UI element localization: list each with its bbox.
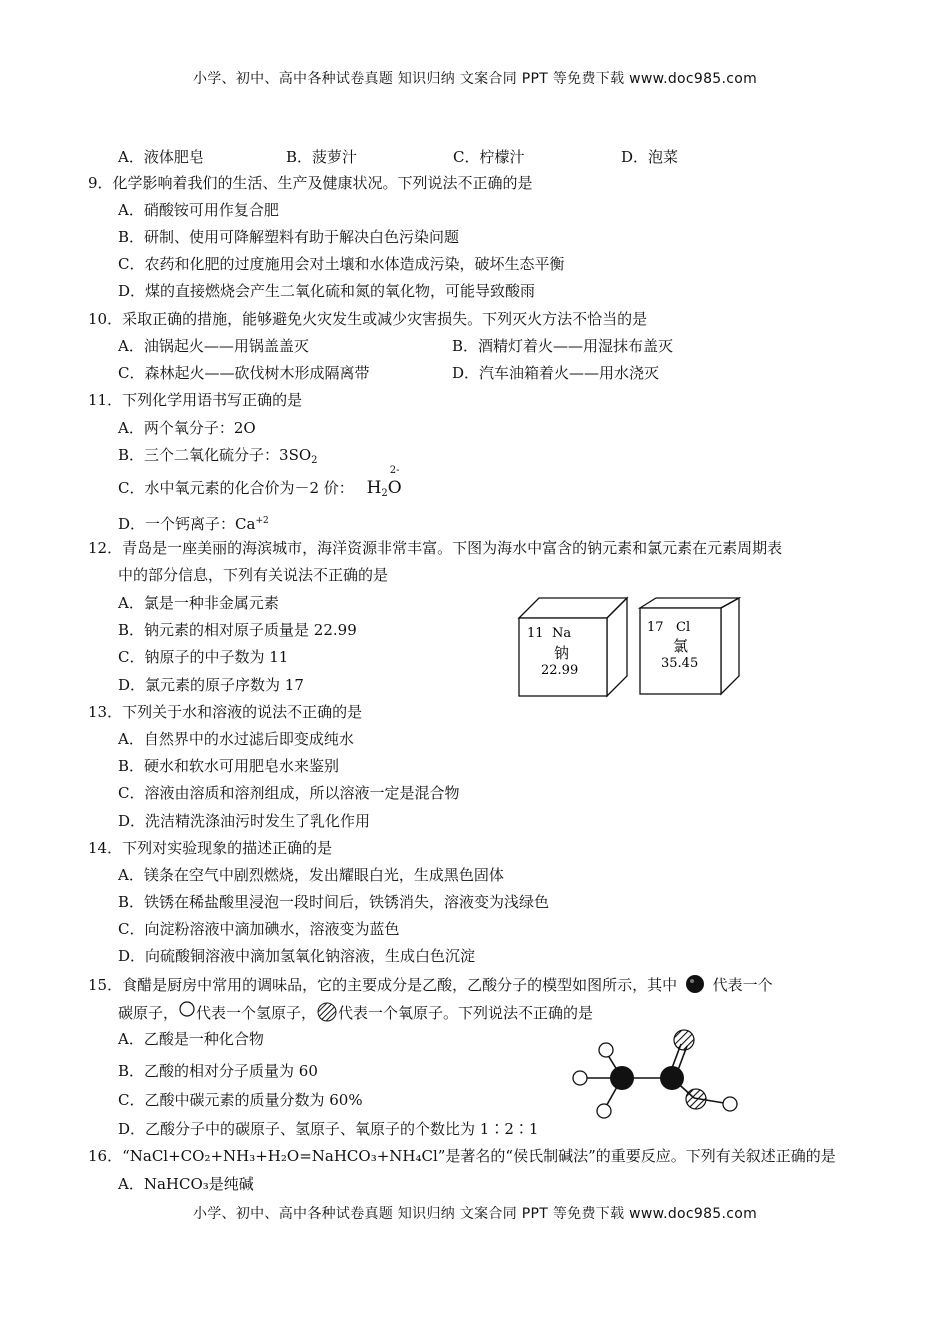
sodium-name: 钠 [554,644,570,662]
sodium-symbol: Na [552,626,572,641]
carbon-atom [660,1066,684,1090]
q12-stem-line1: 12．青岛是一座美丽的海滨城市，海洋资源非常丰富。下图为海水中富含的钠元素和氯元素在元素周期表 [88,539,783,557]
q12-stem-line2: 中的部分信息，下列有关说法不正确的是 [118,566,389,584]
acetic-acid-model [560,1024,750,1124]
chlorine-mass: 35.45 [661,656,699,671]
page-header: 小学、初中、高中各种试卷真题 知识归纳 文案合同 PPT 等免费下载 www.doc985.com [192,71,758,87]
q10-option-d: D．汽车油箱着火——用水浇灭 [452,364,660,382]
q11-option-c: C．水中氧元素的化合价为－2 价： $H_2O$ 2- [118,478,402,504]
q12-option-a: A．氯是一种非金属元素 [118,594,279,612]
q8-option-a: A．液体肥皂 [118,148,204,166]
q9-option-c: C．农药和化肥的过度施用会对土壤和水体造成污染，破坏生态平衡 [118,255,565,273]
hydrogen-atom [723,1097,737,1111]
q11-option-a: A．两个氧分子：2O [118,419,256,437]
q8-option-b: B．菠萝汁 [286,148,358,166]
q10-option-a: A．油锅起火——用锅盖盖灭 [118,337,309,355]
q12-option-d: D．氯元素的原子序数为 17 [118,676,304,694]
q14-option-a: A．镁条在空气中剧烈燃烧，发出耀眼白光，生成黑色固体 [118,866,504,884]
q16-option-a: A．NaHCO₃是纯碱 [118,1175,254,1193]
q9-option-a: A．硝酸铵可用作复合肥 [118,201,279,219]
sodium-number: 11 [527,626,544,641]
q15-option-b: B．乙酸的相对分子质量为 60 [118,1062,318,1080]
carbon-atom [610,1066,634,1090]
q13-option-d: D．洗洁精洗涤油污时发生了乳化作用 [118,812,371,830]
q13-option-a: A．自然界中的水过滤后即变成纯水 [118,730,354,748]
sodium-card [519,598,627,696]
q9-stem: 9．化学影响着我们的生活、生产及健康状况。下列说法不正确的是 [88,174,533,192]
element-cards-figure [515,594,755,700]
q15-option-c: C．乙酸中碳元素的质量分数为 60% [118,1091,363,1109]
oxygen-atom-icon [316,1002,338,1022]
hydrogen-atom [573,1071,587,1085]
chlorine-number: 17 [647,620,664,635]
hydrogen-atom-icon [178,1001,196,1021]
q10-option-c: C．森林起火——砍伐树木形成隔离带 [118,364,370,382]
q16-stem: 16．“NaCl+CO₂+NH₃+H₂O=NaHCO₃+NH₄Cl”是著名的“侯氏制碱法”的重要反应。下列有关叙述正确的是 [88,1147,836,1165]
oxygen-atom [686,1089,706,1109]
q14-option-c: C．向淀粉溶液中滴加碘水，溶液变为蓝色 [118,920,400,938]
q14-option-b: B．铁锈在稀盐酸里浸泡一段时间后，铁锈消失，溶液变为浅绿色 [118,893,550,911]
q15-option-a: A．乙酸是一种化合物 [118,1030,264,1048]
oxygen-atom [674,1030,694,1050]
q10-stem: 10．采取正确的措施，能够避免火灾发生或减少灾害损失。下列灭火方法不恰当的是 [88,310,648,328]
q15-option-d: D．乙酸分子中的碳原子、氢原子、氧原子的个数比为 1∶2∶1 [118,1120,539,1138]
q15-stem-line1: 15．食醋是厨房中常用的调味品，它的主要成分是乙酸，乙酸分子的模型如图所示，其中 代表一个 [88,976,773,994]
carbon-atom-icon [682,974,708,994]
q11-stem: 11．下列化学用语书写正确的是 [88,391,303,409]
q10-option-b: B．酒精灯着火——用湿抹布盖灭 [452,337,674,355]
q8-option-d: D．泡菜 [621,148,679,166]
hydrogen-atom [599,1043,613,1057]
q14-stem: 14．下列对实验现象的描述正确的是 [88,839,333,857]
chlorine-symbol: Cl [676,620,691,635]
chlorine-card [640,598,739,694]
chlorine-name: 氯 [673,637,689,655]
q13-option-b: B．硬水和软水可用肥皂水来鉴别 [118,757,340,775]
q12-option-c: C．钠原子的中子数为 11 [118,648,289,666]
q15-stem-line2: 碳原子， 代表一个氢原子， 代表一个氧原子。下列说法不正确的是 [118,1001,593,1023]
q11-option-d: D．一个钙离子：$Ca^{+2}$ [118,515,269,533]
q14-option-d: D．向硫酸铜溶液中滴加氢氧化钠溶液，生成白色沉淀 [118,947,476,965]
q13-option-c: C．溶液由溶质和溶剂组成，所以溶液一定是混合物 [118,784,460,802]
page-footer: 小学、初中、高中各种试卷真题 知识归纳 文案合同 PPT 等免费下载 www.doc985.com [192,1206,758,1222]
hydrogen-atom [597,1104,611,1118]
q11-option-b: B．三个二氧化硫分子：$3SO_2$ [118,446,318,466]
sodium-mass: 22.99 [541,663,579,678]
q12-option-b: B．钠元素的相对原子质量是 22.99 [118,621,357,639]
q8-option-c: C．柠檬汁 [453,148,525,166]
water-valence-formula: $H_2O$ 2- [366,465,402,499]
q9-option-d: D．煤的直接燃烧会产生二氧化硫和氮的氧化物，可能导致酸雨 [118,282,536,300]
q13-stem: 13．下列关于水和溶液的说法不正确的是 [88,703,363,721]
q9-option-b: B．研制、使用可降解塑料有助于解决白色污染问题 [118,228,460,246]
